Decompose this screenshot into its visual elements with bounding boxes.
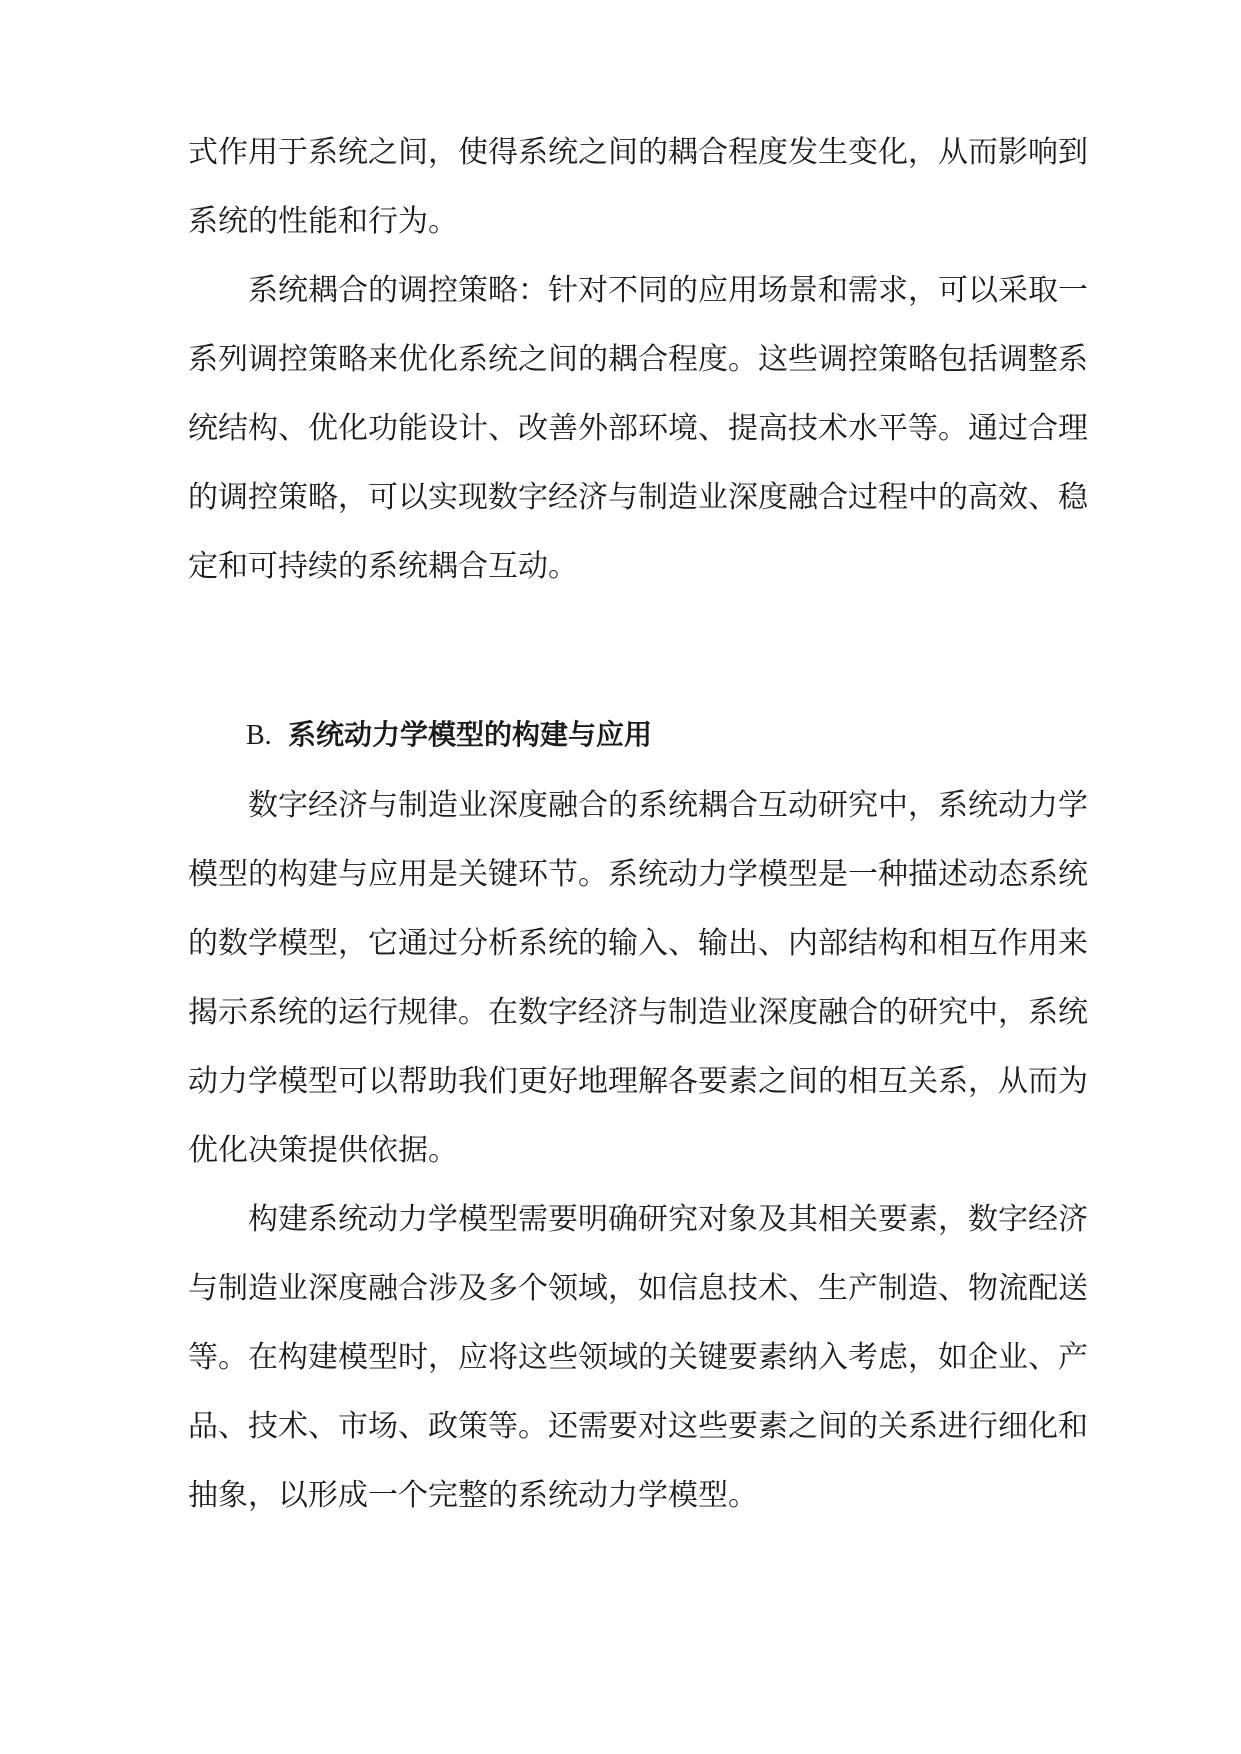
section-title: 系统动力学模型的构建与应用: [288, 718, 653, 751]
paragraph-line: 的数学模型，它通过分析系统的输入、输出、内部结构和相互作用来: [188, 926, 1088, 961]
section-heading: [246, 715, 652, 755]
paragraph-line: 品、技术、市场、政策等。还需要对这些要素之间的关系进行细化和: [188, 1409, 1088, 1444]
paragraph-line: 优化决策提供依据。: [188, 1133, 458, 1168]
paragraph-line: 系列调控策略来优化系统之间的耦合程度。这些调控策略包括调整系: [188, 342, 1088, 377]
paragraph-line: 动力学模型可以帮助我们更好地理解各要素之间的相互关系，从而为: [188, 1064, 1088, 1099]
paragraph-line: 数字经济与制造业深度融合的系统耦合互动研究中，系统动力学: [248, 788, 1088, 823]
paragraph-line: 定和可持续的系统耦合互动。: [188, 549, 578, 584]
paragraph-line: 模型的构建与应用是关键环节。系统动力学模型是一种描述动态系统: [188, 857, 1088, 892]
paragraph-line: 构建系统动力学模型需要明确研究对象及其相关要素，数字经济: [248, 1202, 1088, 1237]
paragraph-line: 统结构、优化功能设计、改善外部环境、提高技术水平等。通过合理: [188, 411, 1088, 446]
paragraph-line: 等。在构建模型时，应将这些领域的关键要素纳入考虑，如企业、产: [188, 1340, 1088, 1375]
paragraph-line: 的调控策略，可以实现数字经济与制造业深度融合过程中的高效、稳: [188, 480, 1088, 515]
paragraph-line: 揭示系统的运行规律。在数字经济与制造业深度融合的研究中，系统: [188, 995, 1088, 1030]
paragraph-line: 式作用于系统之间，使得系统之间的耦合程度发生变化，从而影响到: [188, 135, 1088, 170]
paragraph-line: 抽象，以形成一个完整的系统动力学模型。: [188, 1478, 758, 1513]
paragraph-line: 与制造业深度融合涉及多个领域，如信息技术、生产制造、物流配送: [188, 1271, 1088, 1306]
paragraph-line: 系统耦合的调控策略：针对不同的应用场景和需求，可以采取一: [248, 273, 1088, 308]
paragraph-line: 系统的性能和行为。: [188, 204, 458, 239]
section-number: B.: [246, 720, 272, 751]
